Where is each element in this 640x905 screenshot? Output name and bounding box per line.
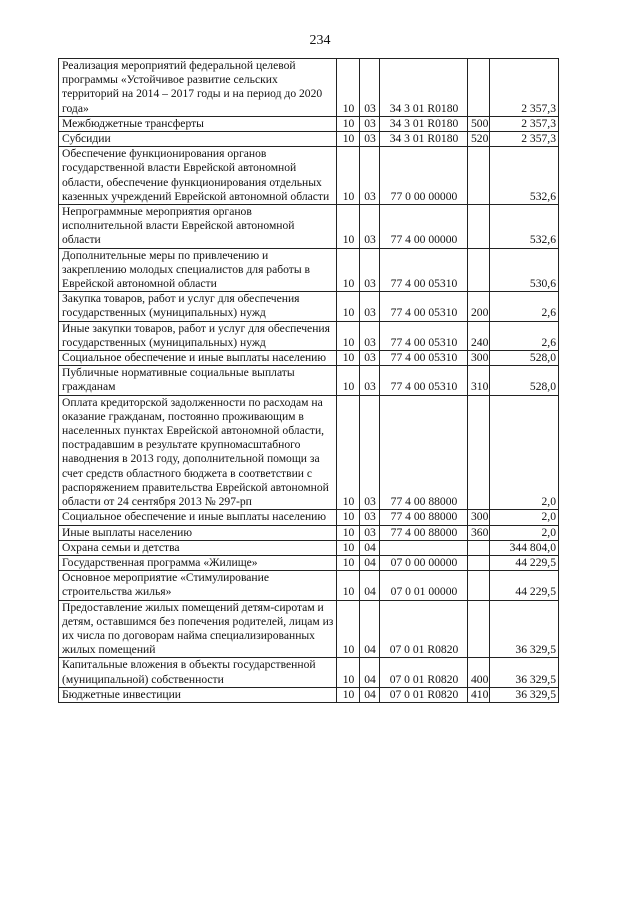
amount-cell: 2 357,3 — [490, 132, 559, 147]
section-code-cell: 10 — [337, 658, 360, 687]
section-code-cell: 10 — [337, 351, 360, 366]
section-code-cell: 10 — [337, 59, 360, 117]
target-article-code-cell: 77 4 00 88000 — [380, 525, 468, 540]
amount-cell: 2 357,3 — [490, 59, 559, 117]
budget-table-body — [59, 59, 559, 703]
budget-table — [58, 58, 559, 703]
subsection-code-cell: 04 — [360, 658, 380, 687]
expense-name-cell: Иные выплаты населению — [59, 525, 337, 540]
table-row — [59, 658, 559, 687]
table-row — [59, 600, 559, 658]
amount-cell: 44 229,5 — [490, 555, 559, 570]
expense-type-code-cell — [468, 600, 490, 658]
amount-cell: 2,0 — [490, 395, 559, 510]
subsection-code-cell: 04 — [360, 600, 380, 658]
table-row — [59, 292, 559, 321]
target-article-code-cell: 34 3 01 R0180 — [380, 116, 468, 131]
section-code-cell: 10 — [337, 116, 360, 131]
target-article-code-cell: 77 4 00 05310 — [380, 292, 468, 321]
expense-name-cell: Публичные нормативные социальные выплаты гражданам — [59, 366, 337, 395]
amount-cell: 36 329,5 — [490, 658, 559, 687]
subsection-code-cell: 03 — [360, 205, 380, 249]
expense-type-code-cell: 500 — [468, 116, 490, 131]
expense-name-cell: Оплата кредиторской задолженности по расходам на оказание гражданам, постоянно проживающим в населенных пунктах Еврейской автономной области, пострадавшим в результате крупномасштабного наводнения в 2013 году, дополнительной помощи за счет средств областного бюджета в соответствии с распоряжением правительства Еврейской автономной области от 24 сентября 2013 № 297-рп — [59, 395, 337, 510]
table-row — [59, 147, 559, 205]
expense-name-cell: Основное мероприятие «Стимулирование строительства жилья» — [59, 571, 337, 600]
amount-cell: 2,6 — [490, 292, 559, 321]
expense-name-cell: Межбюджетные трансферты — [59, 116, 337, 131]
expense-type-code-cell: 520 — [468, 132, 490, 147]
section-code-cell: 10 — [337, 147, 360, 205]
table-row — [59, 351, 559, 366]
expense-name-cell: Государственная программа «Жилище» — [59, 555, 337, 570]
expense-name-cell: Иные закупки товаров, работ и услуг для обеспечения государственных (муниципальных) нужд — [59, 321, 337, 350]
target-article-code-cell: 77 4 00 05310 — [380, 321, 468, 350]
subsection-code-cell: 04 — [360, 540, 380, 555]
expense-type-code-cell — [468, 540, 490, 555]
target-article-code-cell: 77 4 00 05310 — [380, 351, 468, 366]
expense-name-cell: Реализация мероприятий федеральной целевой программы «Устойчивое развитие сельских территорий на 2014 – 2017 годы и на период до 2020 года» — [59, 59, 337, 117]
section-code-cell: 10 — [337, 395, 360, 510]
target-article-code-cell: 77 4 00 00000 — [380, 205, 468, 249]
amount-cell: 2,0 — [490, 510, 559, 525]
expense-type-code-cell — [468, 147, 490, 205]
amount-cell: 44 229,5 — [490, 571, 559, 600]
subsection-code-cell: 03 — [360, 366, 380, 395]
expense-type-code-cell — [468, 205, 490, 249]
subsection-code-cell: 03 — [360, 321, 380, 350]
section-code-cell: 10 — [337, 321, 360, 350]
expense-type-code-cell: 310 — [468, 366, 490, 395]
table-row — [59, 59, 559, 117]
subsection-code-cell: 03 — [360, 132, 380, 147]
table-row — [59, 248, 559, 292]
target-article-code-cell: 07 0 01 00000 — [380, 571, 468, 600]
table-row — [59, 687, 559, 702]
page-number: 234 — [309, 33, 331, 48]
expense-type-code-cell: 300 — [468, 510, 490, 525]
subsection-code-cell: 03 — [360, 116, 380, 131]
amount-cell: 528,0 — [490, 366, 559, 395]
expense-type-code-cell — [468, 248, 490, 292]
subsection-code-cell: 03 — [360, 59, 380, 117]
section-code-cell: 10 — [337, 248, 360, 292]
section-code-cell: 10 — [337, 525, 360, 540]
table-row — [59, 510, 559, 525]
amount-cell: 344 804,0 — [490, 540, 559, 555]
subsection-code-cell: 03 — [360, 147, 380, 205]
target-article-code-cell: 34 3 01 R0180 — [380, 59, 468, 117]
table-row — [59, 555, 559, 570]
expense-type-code-cell — [468, 395, 490, 510]
amount-cell: 36 329,5 — [490, 687, 559, 702]
expense-type-code-cell: 410 — [468, 687, 490, 702]
expense-name-cell: Закупка товаров, работ и услуг для обеспечения государственных (муниципальных) нужд — [59, 292, 337, 321]
target-article-code-cell: 77 0 00 00000 — [380, 147, 468, 205]
expense-name-cell: Бюджетные инвестиции — [59, 687, 337, 702]
section-code-cell: 10 — [337, 555, 360, 570]
subsection-code-cell: 04 — [360, 571, 380, 600]
expense-type-code-cell: 240 — [468, 321, 490, 350]
section-code-cell: 10 — [337, 571, 360, 600]
table-row — [59, 321, 559, 350]
target-article-code-cell: 77 4 00 88000 — [380, 395, 468, 510]
subsection-code-cell: 04 — [360, 555, 380, 570]
target-article-code-cell: 07 0 01 R0820 — [380, 600, 468, 658]
amount-cell: 528,0 — [490, 351, 559, 366]
amount-cell: 530,6 — [490, 248, 559, 292]
section-code-cell: 10 — [337, 540, 360, 555]
expense-name-cell: Капитальные вложения в объекты государственной (муниципальной) собственности — [59, 658, 337, 687]
expense-type-code-cell — [468, 555, 490, 570]
amount-cell: 2,6 — [490, 321, 559, 350]
amount-cell: 2,0 — [490, 525, 559, 540]
expense-name-cell: Охрана семьи и детства — [59, 540, 337, 555]
target-article-code-cell: 07 0 01 R0820 — [380, 658, 468, 687]
target-article-code-cell: 34 3 01 R0180 — [380, 132, 468, 147]
target-article-code-cell: 07 0 01 R0820 — [380, 687, 468, 702]
amount-cell: 36 329,5 — [490, 600, 559, 658]
subsection-code-cell: 04 — [360, 687, 380, 702]
section-code-cell: 10 — [337, 132, 360, 147]
table-row — [59, 132, 559, 147]
section-code-cell: 10 — [337, 510, 360, 525]
expense-type-code-cell: 300 — [468, 351, 490, 366]
table-row — [59, 366, 559, 395]
table-row — [59, 395, 559, 510]
expense-type-code-cell: 400 — [468, 658, 490, 687]
table-row — [59, 540, 559, 555]
expense-type-code-cell — [468, 59, 490, 117]
expense-name-cell: Социальное обеспечение и иные выплаты населению — [59, 510, 337, 525]
section-code-cell: 10 — [337, 366, 360, 395]
expense-type-code-cell — [468, 571, 490, 600]
amount-cell: 2 357,3 — [490, 116, 559, 131]
expense-name-cell: Социальное обеспечение и иные выплаты населению — [59, 351, 337, 366]
section-code-cell: 10 — [337, 205, 360, 249]
target-article-code-cell — [380, 540, 468, 555]
expense-type-code-cell: 200 — [468, 292, 490, 321]
table-row — [59, 571, 559, 600]
section-code-cell: 10 — [337, 292, 360, 321]
expense-name-cell: Обеспечение функционирования органов государственной власти Еврейской автономной области, обеспечение функционирования отдельных казенных учреждений Еврейской автономной области — [59, 147, 337, 205]
expense-name-cell: Непрограммные мероприятия органов исполнительной власти Еврейской автономной области — [59, 205, 337, 249]
expense-name-cell: Предоставление жилых помещений детям-сиротам и детям, оставшимся без попечения родителей, лицам из их числа по договорам найма специализированных жилых помещений — [59, 600, 337, 658]
expense-name-cell: Дополнительные меры по привлечению и закреплению молодых специалистов для работы в Еврейской автономной области — [59, 248, 337, 292]
amount-cell: 532,6 — [490, 147, 559, 205]
subsection-code-cell: 03 — [360, 395, 380, 510]
subsection-code-cell: 03 — [360, 351, 380, 366]
target-article-code-cell: 77 4 00 05310 — [380, 366, 468, 395]
amount-cell: 532,6 — [490, 205, 559, 249]
table-row — [59, 116, 559, 131]
table-row — [59, 205, 559, 249]
subsection-code-cell: 03 — [360, 510, 380, 525]
expense-name-cell: Субсидии — [59, 132, 337, 147]
subsection-code-cell: 03 — [360, 248, 380, 292]
target-article-code-cell: 07 0 00 00000 — [380, 555, 468, 570]
subsection-code-cell: 03 — [360, 525, 380, 540]
table-row — [59, 525, 559, 540]
expense-type-code-cell: 360 — [468, 525, 490, 540]
section-code-cell: 10 — [337, 687, 360, 702]
target-article-code-cell: 77 4 00 88000 — [380, 510, 468, 525]
target-article-code-cell: 77 4 00 05310 — [380, 248, 468, 292]
subsection-code-cell: 03 — [360, 292, 380, 321]
section-code-cell: 10 — [337, 600, 360, 658]
